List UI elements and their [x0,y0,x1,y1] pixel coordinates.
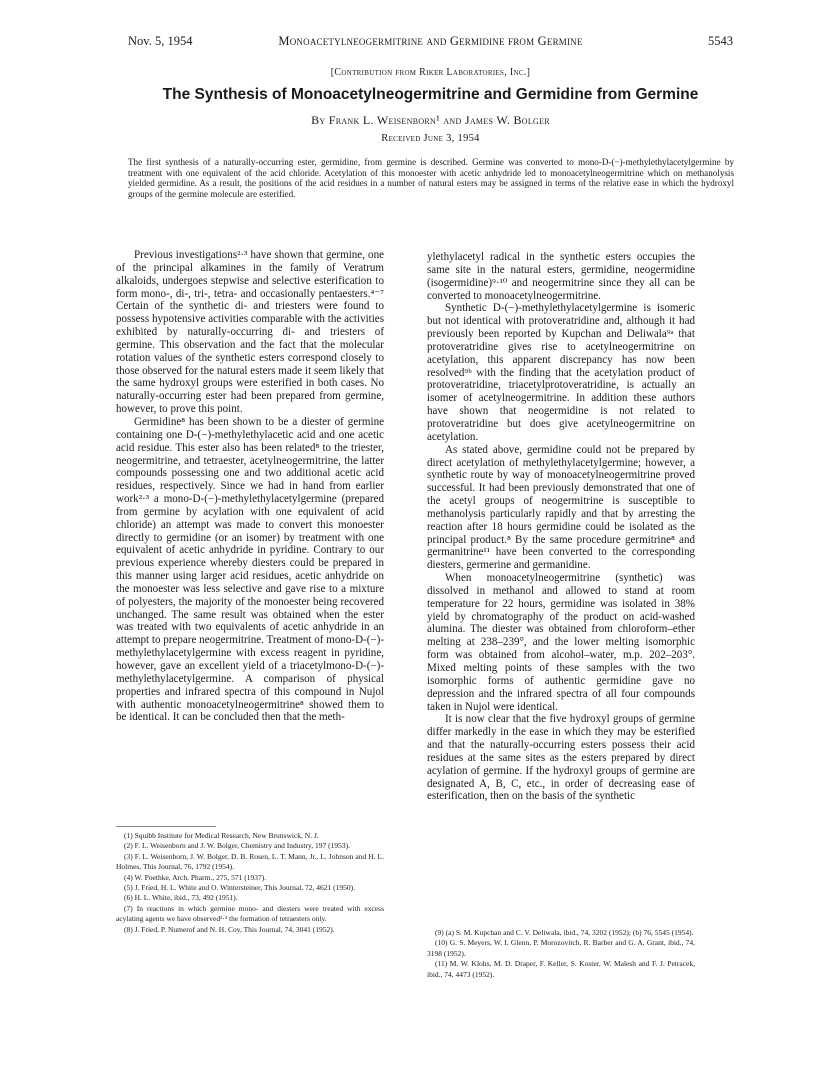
article-title: The Synthesis of Monoacetylneogermitrine and Germidine from Germine [162,86,699,103]
footnote: (6) H. L. White, ibid., 73, 492 (1951). [124,893,238,903]
author-byline: By Frank L. Weisenborn¹ and James W. Bolger [311,113,550,127]
paragraph: Germidine⁸ has been shown to be a diester of germine containing one D-(−)-methylethylacetic acid and one acetic acid residue. This ester also has been related⁸ to the triester, neogermitrine, and tetraester, acetylneogermitrine, the latter compounds possessing one and two additional acetic acid residues, respectively. Since we had in hand from earlier work²·³ a mono-D-(−)-methylethylacetylgermine (prepared from germine by acylation with one equivalent of acid chloride) an attempt was made to convert this monoester directly to germidine (or an isomer) by treatment with one equivalent of acetic anhydride in pyridine. Contrary to our previous experience whereby diesters could be prepared in this manner using larger acid residues, acetic anhydride on the monoester was less selective and gave rise to a mixture of polyesters, the majority of the monoester being recovered unchanged. The same result was obtained when the ester was treated with two equivalents of acetic anhydride in an attempt to prepare neogermitrine. Treatment of mono-D-(−)-methylethylacetylgermine with excess reagent in pyridine, however, gave an excellent yield of a triacetylmono-D-(−)-methylethylacetylgermine. A comparison of physical properties and infrared spectra of this compound in Nujol with authentic monoacetylneogermitrine⁸ showed them to be identical. It can be concluded then that the meth- [116,415,384,724]
footnote: (7) In reactions in which germine mono- and diesters were treated with excess acylating agents we have observed²·³ the formation of tetraesters only. [116,903,384,924]
footnotes-left [116,826,384,935]
footnote: (4) W. Poethke, Arch. Pharm., 275, 571 (1937). [124,872,267,882]
running-title: Monoacetylneogermitrine and Germidine from Germine [278,34,583,48]
paragraph: Previous investigations²·³ have shown that germine, one of the principal alkamines in the family of Veratrum alkaloids, undergoes stepwise and selective esterification to form mono-, di-, tri-, tetra- and occasionally pentaesters.⁴⁻⁷ Certain of the synthetic di- and triesters were found to possess hypotensive activities comparable with the activities exhibited by naturally-occurring di- and triesters of germine. This observation and the fact that the molecular rotation values of the synthetic esters correspond closely to those observed for the natural esters made it seem likely that the same hydroxyl groups were esterified in both cases. No naturally-occurring ester had been prepared from germine, however, to prove this point. [116,249,384,416]
footnotes-right [427,928,695,980]
contribution-line: [Contribution from Riker Laboratories, Inc.] [330,67,531,78]
right-column [427,251,695,803]
footnote: (1) Squibb Institute for Medical Research, New Brunswick, N. J. [124,831,319,840]
footnote: (9) (a) S. M. Kupchan and C. V. Deliwala, ibid., 74, 3202 (1952); (b) 76, 5545 (1954). [435,928,694,937]
footnote: (3) F. L. Weisenborn, J. W. Bolger, D. B. Rosen, L. T. Mann, Jr., L. Johnson and H. L. Holmes, This Journal, 76, 1792 (1954). [116,851,384,872]
page-number: 5543 [708,34,733,48]
paragraph: When monoacetylneogermitrine (synthetic) was dissolved in methanol and allowed to stand at room temperature for 22 hours, germidine was isolated in 38% yield by chromatography of the product on acid-washed alumina. The diester was obtained from chloroform–ether melting at 238–239°, and the lower melting isomorphic form was obtained from alcohol–water, m.p. 202–203°. Mixed melting points of these samples with the two isomorphic forms of authentic germidine gave no depression and the infrared spectra of all four compounds taken in Nujol were identical. [427,572,695,713]
paragraph: It is now clear that the five hydroxyl groups of germine differ markedly in the ease in which they may be esterified and that the naturally-occurring esters possess their acid residues at the same sites as the esters prepared by direct acylation of germine. If the hydroxyl groups of germine are designated A, B, C, etc., in order of decreasing ease of esterification, then on the basis of the synthetic [427,713,695,803]
footnote: (2) F. L. Weisenborn and J. W. Bolger, Chemistry and Industry, 197 (1953). [124,841,350,851]
left-column [116,249,384,724]
paragraph: ylethylacetyl radical in the synthetic esters occupies the same site in the natural esters, germidine, neogermidine (isogermidine)⁹·¹⁰ and neogermitrine since they all can be converted to monoacetylneogermitrine. [427,251,695,302]
header-date: Nov. 5, 1954 [128,34,193,48]
footnote-divider [116,826,216,827]
abstract: The first synthesis of a naturally-occurring ester, germidine, from germine is described. Germine was converted to mono-D-(−)-methylethylacetylgermine by treatment with one equivalent of the acid chloride. Acetylation of this monoester with acetic anhydride led to monoacetylneogermitrine which on methanolysis yielded germidine. As a result, the positions of the acid residues in a number of natural esters may be assigned in terms of the relative ease in which the hydroxyl groups of the germine molecule are esterified. [128,157,734,199]
paragraph: As stated above, germidine could not be prepared by direct acetylation of methylethylacetylgermine; however, a synthetic route by way of monoacetylneogermitrine proved successful. It had been previously demonstrated that one of the acetyl groups of neogermitrine is susceptible to methanolysis particularly rapidly and that by arresting the reaction after 18 hours germidine could be isolated as the principal product.⁸ By the same procedure germitrine⁸ and germanitrine¹¹ have been converted to the corresponding diesters, germerine and germanidine. [427,443,695,572]
paragraph: Synthetic D-(−)-methylethylacetylgermine is isomeric but not identical with protoveratridine and, although it had previously been reported by Kupchan and Deliwala⁹ᵃ that protoveratridine gives rise to acetylneogermitrine on acetylation, this apparent discrepancy has now been resolved⁹ᵇ with the finding that the acetylation product of protoveratridine, triacetylprotoveratridine, is actually an isomer of acetylneogermitrine. In addition these authors have shown that neogermidine is not related to protoveratridine but does give acetylneogermitrine on acetylation. [427,302,695,443]
running-header [128,34,733,52]
footnote: (8) J. Fried, P. Numerof and N. H. Coy, This Journal, 74, 3041 (1952). [124,924,335,934]
footnote: (11) M. W. Klohs, M. D. Draper, F. Keller, S. Koster, W. Malesh and F. J. Petracek, ibid., 74, 4473 (1952). [427,959,695,979]
footnote: (5) J. Fried, H. L. White and O. Wintersteiner, This Journal, 72, 4621 (1950). [124,883,356,893]
footnote: (10) G. S. Meyers, W. I. Glenn, P. Morozovitch, R. Barber and G. A. Grant, ibid., 74, 3198 (1952). [427,938,695,958]
received-date: Received June 3, 1954 [381,133,480,144]
